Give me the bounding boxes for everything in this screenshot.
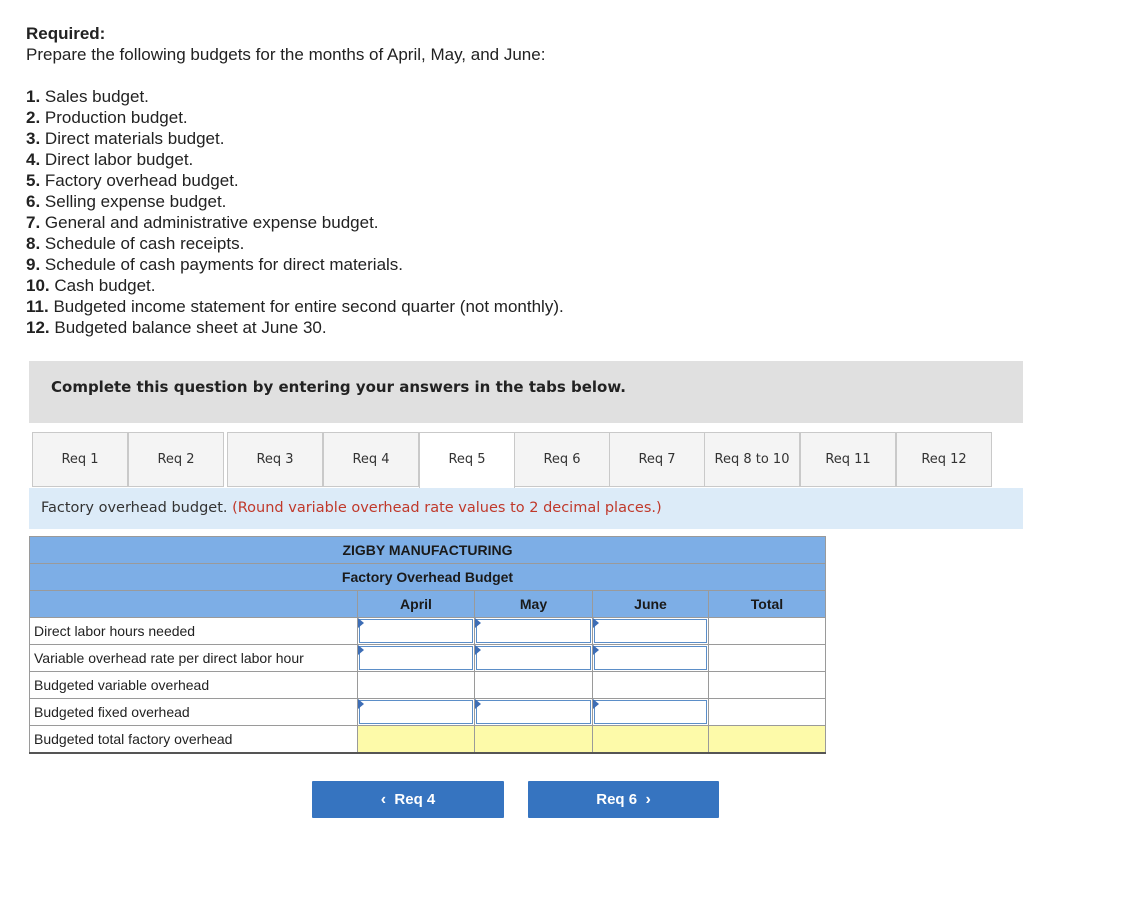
tab-req-12[interactable]: Req 12 [896, 432, 992, 487]
tab-req-8-to-10[interactable]: Req 8 to 10 [704, 432, 800, 487]
tab-req-1[interactable]: Req 1 [32, 432, 128, 487]
table-row [30, 699, 826, 726]
next-req-button[interactable]: Req 6 › [528, 781, 719, 818]
intro-text: Prepare the following budgets for the months of April, May, and June: [26, 45, 546, 64]
list-item: 4. Direct labor budget. [26, 150, 194, 169]
row-label: Budgeted fixed overhead [30, 699, 358, 726]
column-header-april: April [358, 591, 475, 618]
instructions-banner: Complete this question by entering your answers in the tabs below. [29, 361, 1023, 423]
input-marker-icon [358, 645, 364, 655]
input-marker-icon [358, 618, 364, 628]
chevron-left-icon: ‹ [380, 791, 387, 808]
input-marker-icon [358, 699, 364, 709]
row-label: Direct labor hours needed [30, 618, 358, 645]
grand-total-overhead-cell [709, 726, 826, 753]
sub-instruction [29, 488, 1023, 529]
list-item: 11. Budgeted income statement for entire second quarter (not monthly). [26, 297, 564, 316]
april-labor-hours-input[interactable] [358, 618, 475, 645]
tab-req-4[interactable]: Req 4 [323, 432, 419, 487]
tab-req-11[interactable]: Req 11 [800, 432, 896, 487]
may-variable-rate-input[interactable] [475, 645, 593, 672]
prev-req-button[interactable]: ‹ Req 4 [312, 781, 504, 818]
list-item: 8. Schedule of cash receipts. [26, 234, 245, 253]
row-label: Variable overhead rate per direct labor hour [30, 645, 358, 672]
table-row [30, 726, 826, 753]
row-label: Budgeted total factory overhead [30, 726, 358, 753]
chevron-right-icon: › [645, 791, 651, 808]
sub-instruction-text: Factory overhead budget. [41, 500, 228, 516]
input-marker-icon [475, 618, 481, 628]
row-label: Budgeted variable overhead [30, 672, 358, 699]
input-marker-icon [475, 699, 481, 709]
input-marker-icon [593, 699, 599, 709]
total-fixed-overhead-cell [709, 699, 826, 726]
may-labor-hours-input[interactable] [475, 618, 593, 645]
list-item: 2. Production budget. [26, 108, 188, 127]
list-item: 10. Cash budget. [26, 276, 156, 295]
column-header-june: June [593, 591, 709, 618]
requirements-list [26, 86, 564, 338]
list-item: 9. Schedule of cash payments for direct materials. [26, 255, 404, 274]
april-variable-rate-input[interactable] [358, 645, 475, 672]
list-item: 7. General and administrative expense budget. [26, 213, 379, 232]
tab-req-5[interactable]: Req 5 [419, 432, 515, 489]
april-fixed-overhead-input[interactable] [358, 699, 475, 726]
total-labor-hours-cell [709, 618, 826, 645]
list-item: 3. Direct materials budget. [26, 129, 225, 148]
list-item: 12. Budgeted balance sheet at June 30. [26, 318, 327, 337]
june-labor-hours-input[interactable] [593, 618, 709, 645]
may-variable-overhead-cell [475, 672, 593, 699]
list-item: 1. Sales budget. [26, 87, 149, 106]
june-variable-rate-input[interactable] [593, 645, 709, 672]
company-name: ZIGBY MANUFACTURING [30, 537, 826, 564]
tab-req-7[interactable]: Req 7 [609, 432, 705, 487]
list-item: 6. Selling expense budget. [26, 192, 227, 211]
tab-req-2[interactable]: Req 2 [128, 432, 224, 487]
june-fixed-overhead-input[interactable] [593, 699, 709, 726]
june-total-overhead-cell [593, 726, 709, 753]
input-marker-icon [475, 645, 481, 655]
june-variable-overhead-cell [593, 672, 709, 699]
tab-req-3[interactable]: Req 3 [227, 432, 323, 487]
may-total-overhead-cell [475, 726, 593, 753]
input-marker-icon [593, 618, 599, 628]
total-variable-rate-cell [709, 645, 826, 672]
may-fixed-overhead-input[interactable] [475, 699, 593, 726]
april-total-overhead-cell [358, 726, 475, 753]
factory-overhead-table [29, 536, 826, 754]
table-row [30, 645, 826, 672]
column-header-may: May [475, 591, 593, 618]
column-header-total: Total [709, 591, 826, 618]
april-variable-overhead-cell [358, 672, 475, 699]
table-row [30, 672, 826, 699]
list-item: 5. Factory overhead budget. [26, 171, 239, 190]
header-blank [30, 591, 358, 618]
tab-req-6[interactable]: Req 6 [514, 432, 610, 487]
table-title: Factory Overhead Budget [30, 564, 826, 591]
table-row [30, 618, 826, 645]
rounding-note: (Round variable overhead rate values to 2 decimal places.) [232, 500, 662, 516]
input-marker-icon [593, 645, 599, 655]
total-variable-overhead-cell [709, 672, 826, 699]
required-heading: Required: [26, 24, 106, 43]
